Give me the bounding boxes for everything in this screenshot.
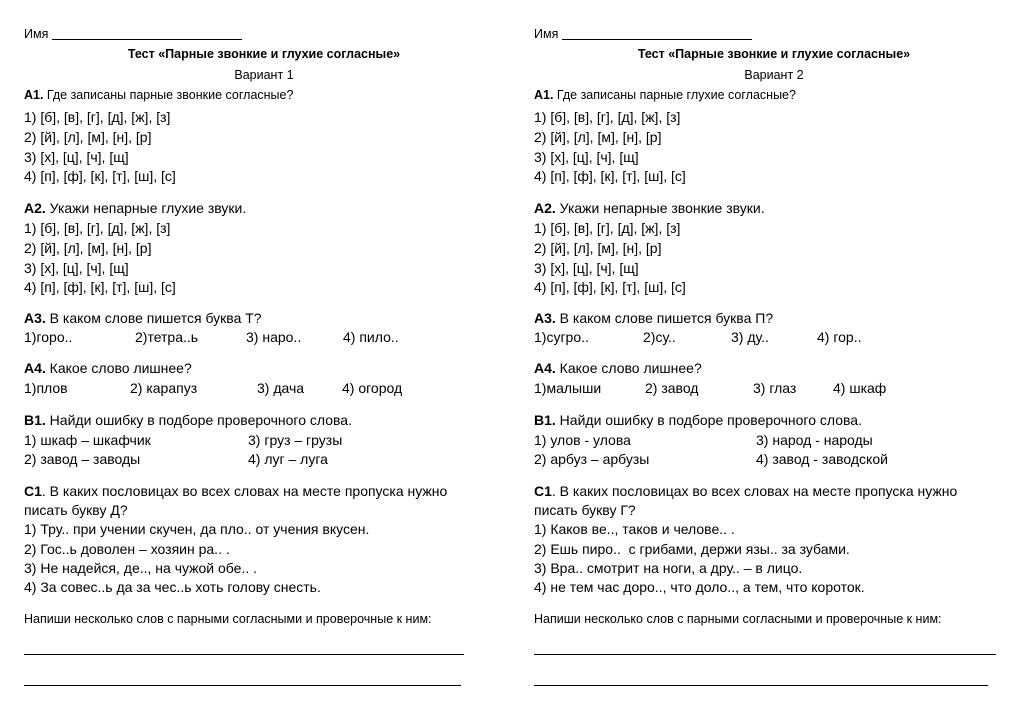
name-label: Имя <box>24 27 49 41</box>
option-a1-3: 3) [х], [ц], [ч], [щ] <box>534 149 639 165</box>
option-a3-3: 3) наро.. <box>246 329 302 345</box>
option-a1-1: 1) [б], [в], [г], [д], [ж], [з] <box>24 109 171 125</box>
option-b1-3: 3) груз – грузы <box>248 432 343 448</box>
name-blank-line[interactable] <box>562 28 752 40</box>
option-a1-1: 1) [б], [в], [г], [д], [ж], [з] <box>534 109 681 125</box>
option-a4-1: 1)малыши <box>534 380 602 396</box>
test-title: Тест «Парные звонкие и глухие согласные» <box>127 47 401 61</box>
question-text: Какое слово лишнее? <box>45 360 192 376</box>
option-c1-1: 1) Тру.. при учении скучен, да пло.. от учения вкусен. <box>24 521 370 537</box>
name-label: Имя <box>534 27 559 41</box>
option-a3-2: 2)тетра..ь <box>135 329 199 345</box>
question-a2 <box>24 201 246 215</box>
question-number: А4. <box>534 360 556 376</box>
option-a4-4: 4) шкаф <box>833 380 887 396</box>
option-b1-2: 2) завод – заводы <box>24 451 141 467</box>
option-a4-4: 4) огород <box>342 380 403 396</box>
question-text: . В каких пословицах во всех словах на месте пропуска нужно <box>551 483 958 499</box>
options-b1-row1 <box>534 433 1014 449</box>
name-field <box>534 26 752 41</box>
option-a2-4: 4) [п], [ф], [к], [т], [ш], [с] <box>534 279 686 295</box>
option-b1-1: 1) шкаф – шкафчик <box>24 432 151 448</box>
option-a1-4: 4) [п], [ф], [к], [т], [ш], [с] <box>24 168 176 184</box>
name-blank-line[interactable] <box>52 28 242 40</box>
answer-line-1[interactable] <box>534 654 996 655</box>
question-number: А4. <box>24 360 46 376</box>
option-a1-2: 2) [й], [л], [м], [н], [р] <box>24 129 152 145</box>
option-c1-2: 2) Гос..ь доволен – хозяин ра.. . <box>24 541 230 557</box>
option-a4-1: 1)плов <box>24 380 68 396</box>
question-a4 <box>534 361 702 375</box>
question-a3 <box>24 311 262 325</box>
question-b1 <box>24 413 352 427</box>
question-number: С1 <box>534 483 552 499</box>
option-a2-2: 2) [й], [л], [м], [н], [р] <box>534 240 662 256</box>
option-a1-3: 3) [х], [ц], [ч], [щ] <box>24 149 129 165</box>
question-c1-continued: писать букву Г? <box>534 502 636 518</box>
option-b1-3: 3) народ - народы <box>756 432 873 448</box>
question-number: А2. <box>24 200 46 216</box>
question-text: Укажи непарные звонкие звуки. <box>555 200 765 216</box>
final-task: Напиши несколько слов с парными согласными и проверочные к ним: <box>534 612 942 626</box>
option-a3-4: 4) гор.. <box>817 329 862 345</box>
question-a1 <box>24 89 293 102</box>
options-a3 <box>534 330 1014 346</box>
option-c1-1: 1) Каков ве.., таков и челове.. . <box>534 521 735 537</box>
question-a2 <box>534 201 765 215</box>
option-a4-2: 2) карапуз <box>130 380 198 396</box>
question-a1 <box>534 89 796 102</box>
option-a2-3: 3) [х], [ц], [ч], [щ] <box>534 260 639 276</box>
option-c1-3: 3) Вра.. смотрит на ноги, а дру.. – в лицо. <box>534 560 803 576</box>
options-a3 <box>24 330 504 346</box>
question-number: В1. <box>24 412 46 428</box>
variant-1-column <box>24 0 504 725</box>
option-a3-1: 1)горо.. <box>24 329 73 345</box>
question-c1 <box>24 484 447 498</box>
option-a2-3: 3) [х], [ц], [ч], [щ] <box>24 260 129 276</box>
name-field <box>24 26 242 41</box>
question-number: С1 <box>24 483 42 499</box>
question-a3 <box>534 311 773 325</box>
question-text: Какое слово лишнее? <box>555 360 702 376</box>
question-number: В1. <box>534 412 556 428</box>
question-text: В каком слове пишется буква П? <box>555 310 774 326</box>
question-number: А2. <box>534 200 556 216</box>
test-title: Тест «Парные звонкие и глухие согласные» <box>637 47 911 61</box>
option-c1-4: 4) За совес..ь да за чес..ь хоть голову снесть. <box>24 579 321 595</box>
question-number: А3. <box>24 310 46 326</box>
question-c1-continued: писать букву Д? <box>24 502 128 518</box>
question-text: Где записаны парные глухие согласные? <box>553 88 796 102</box>
question-number: А3. <box>534 310 556 326</box>
final-task: Напиши несколько слов с парными согласными и проверочные к ним: <box>24 612 432 626</box>
options-b1-row2 <box>534 452 1014 468</box>
option-c1-4: 4) не тем час доро.., что доло.., а тем, что короток. <box>534 579 865 595</box>
option-a2-4: 4) [п], [ф], [к], [т], [ш], [с] <box>24 279 176 295</box>
answer-line-2[interactable] <box>534 685 988 686</box>
option-b1-1: 1) улов - улова <box>534 432 631 448</box>
variant-2-column <box>534 0 1014 725</box>
answer-line-2[interactable] <box>24 685 461 686</box>
option-b1-4: 4) луг – луга <box>248 451 328 467</box>
options-b1-row2 <box>24 452 504 468</box>
question-a4 <box>24 361 192 375</box>
options-b1-row1 <box>24 433 504 449</box>
option-a3-1: 1)сугро.. <box>534 329 589 345</box>
option-b1-4: 4) завод - заводской <box>756 451 888 467</box>
question-number: А1. <box>534 88 554 102</box>
variant-label: Вариант 1 <box>234 68 294 82</box>
option-a1-2: 2) [й], [л], [м], [н], [р] <box>534 129 662 145</box>
option-a3-3: 3) ду.. <box>731 329 769 345</box>
question-number: А1. <box>24 88 44 102</box>
options-a4 <box>24 381 504 397</box>
option-a1-4: 4) [п], [ф], [к], [т], [ш], [с] <box>534 168 686 184</box>
question-text: В каком слове пишется буква Т? <box>45 310 262 326</box>
option-c1-2: 2) Ешь пиро.. с грибами, держи язы.. за зубами. <box>534 541 850 557</box>
option-a2-1: 1) [б], [в], [г], [д], [ж], [з] <box>24 220 171 236</box>
option-a2-2: 2) [й], [л], [м], [н], [р] <box>24 240 152 256</box>
option-a3-2: 2)су.. <box>643 329 676 345</box>
option-b1-2: 2) арбуз – арбузы <box>534 451 650 467</box>
question-text: Укажи непарные глухие звуки. <box>45 200 247 216</box>
question-c1 <box>534 484 957 498</box>
question-text: . В каких пословицах во всех словах на месте пропуска нужно <box>41 483 448 499</box>
question-b1 <box>534 413 862 427</box>
question-text: Найди ошибку в подборе проверочного слова. <box>555 412 862 428</box>
question-text: Где записаны парные звонкие согласные? <box>43 88 294 102</box>
options-a4 <box>534 381 1014 397</box>
option-a3-4: 4) пило.. <box>343 329 399 345</box>
option-c1-3: 3) Не надейся, де.., на чужой обе.. . <box>24 560 258 576</box>
answer-line-1[interactable] <box>24 654 464 655</box>
option-a2-1: 1) [б], [в], [г], [д], [ж], [з] <box>534 220 681 236</box>
variant-label: Вариант 2 <box>744 68 804 82</box>
option-a4-3: 3) дача <box>257 380 305 396</box>
question-text: Найди ошибку в подборе проверочного слова. <box>45 412 352 428</box>
option-a4-2: 2) завод <box>645 380 699 396</box>
option-a4-3: 3) глаз <box>753 380 797 396</box>
